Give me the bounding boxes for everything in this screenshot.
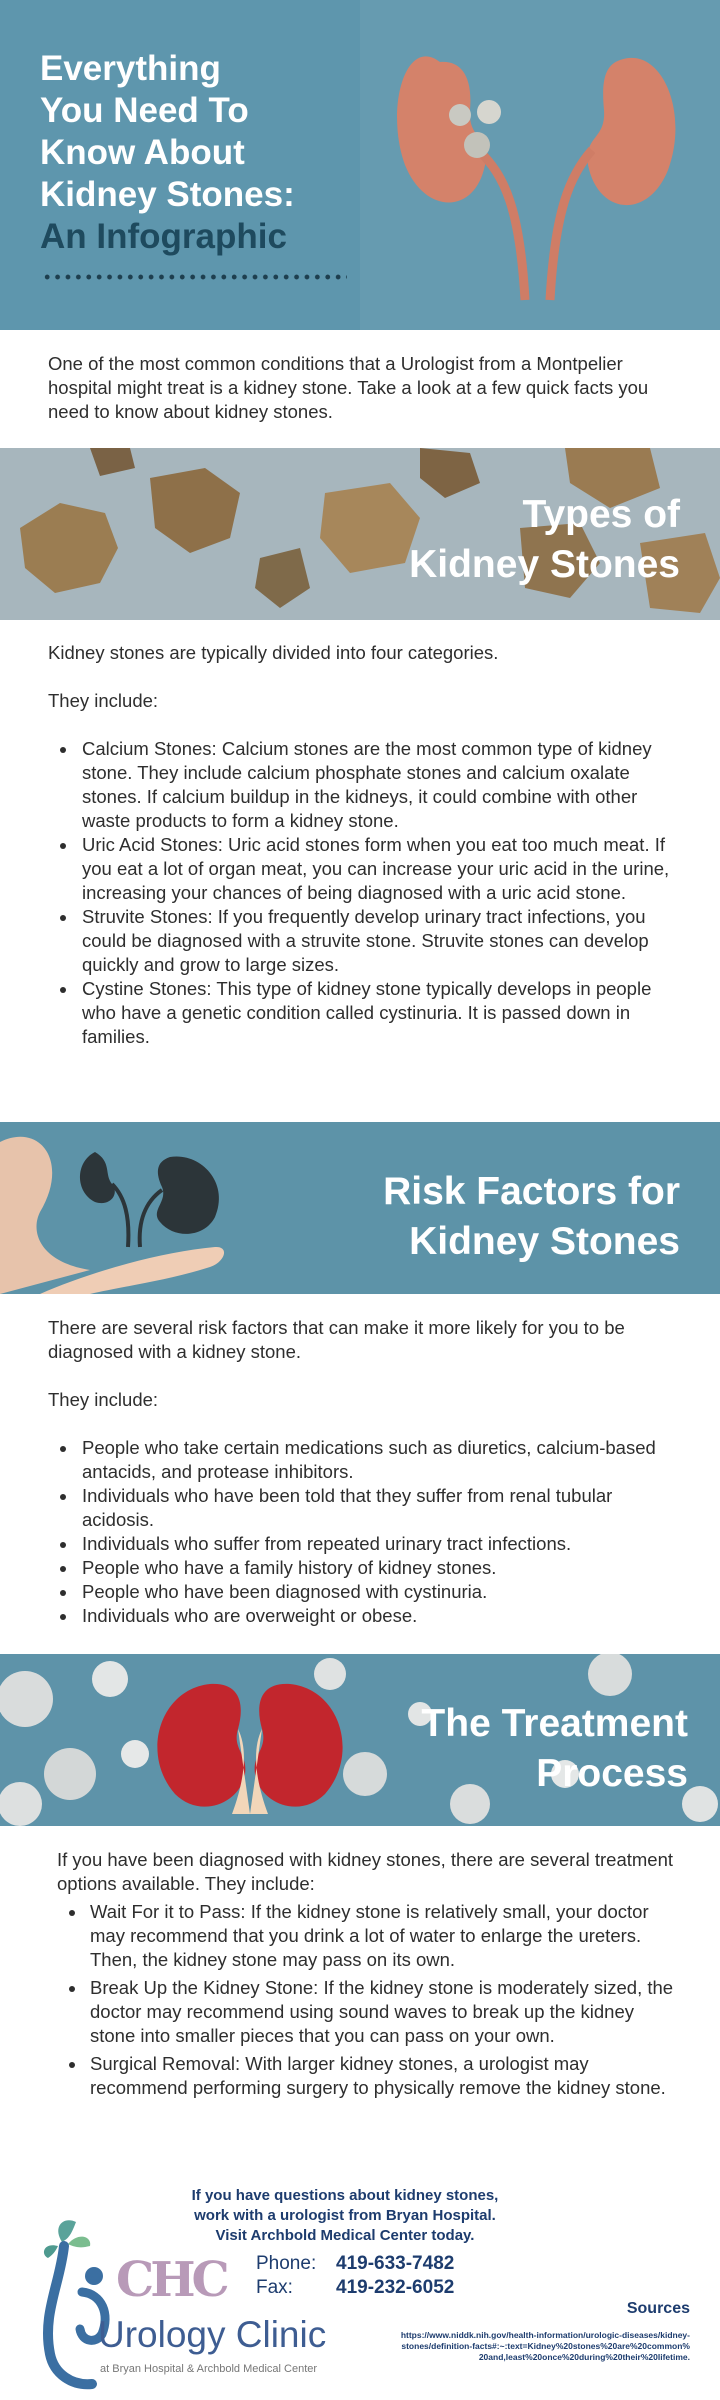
phone-label: Phone: <box>256 2253 317 2274</box>
types-section <box>48 641 678 1049</box>
hero-title-line: Everything <box>40 49 221 88</box>
list-item: Individuals who are overweight or obese. <box>48 1604 678 1628</box>
dotted-divider <box>42 274 347 280</box>
intro-paragraph: One of the most common conditions that a Urologist from a Montpelier hospital might treat is a kidney stone. Take a look at a few quick facts you need to know about kidney stones. <box>48 353 649 422</box>
fax-label: Fax: <box>256 2277 293 2298</box>
types-lead: Kidney stones are typically divided into four categories. <box>48 642 499 663</box>
cta-line: work with a urologist from Bryan Hospital. <box>194 2207 496 2224</box>
list-item: Calcium Stones: Calcium stones are the most common type of kidney stone. They include calcium phosphate stones and calcium oxalate stones. If calcium buildup in the kidneys, it could combine with other waste products to form a kidney stone. <box>48 737 678 833</box>
list-item: Uric Acid Stones: Uric acid stones form when you eat too much meat. If you eat a lot of organ meat, you can increase your uric acid in the urine, increasing your chances of being diagnosed with a uric acid stone. <box>48 833 678 905</box>
list-item: Wait For it to Pass: If the kidney stone is relatively small, your doctor may recommend that you drink a lot of water to enlarge the ureters. Then, the kidney stone may pass on its own. <box>57 1900 683 1972</box>
fax-number: 419-232-6052 <box>336 2277 455 2298</box>
risk-heading <box>383 1167 680 1267</box>
risk-section <box>48 1316 678 1628</box>
types-they-include: They include: <box>48 690 159 711</box>
list-item: People who take certain medications such as diuretics, calcium-based antacids, and protease inhibitors. <box>48 1436 678 1484</box>
types-banner <box>0 448 720 620</box>
list-item: Struvite Stones: If you frequently develop urinary tract infections, you could be diagnosed with a struvite stone. Struvite stones can develop quickly and grow to large sizes. <box>48 905 678 977</box>
list-item: People who have a family history of kidney stones. <box>48 1556 678 1580</box>
hero-title-line: Know About <box>40 133 245 172</box>
cta-line: If you have questions about kidney stones, <box>191 2187 499 2204</box>
types-list <box>48 737 678 1049</box>
hero-banner <box>0 0 720 330</box>
treatment-lead: If you have been diagnosed with kidney stones, there are several treatment options available. They include: <box>57 1849 674 1894</box>
treatment-heading-line: The Treatment <box>421 1702 688 1745</box>
clinic-name: Urology Clinic <box>98 2314 327 2355</box>
list-item: Individuals who have been told that they suffer from renal tubular acidosis. <box>48 1484 678 1532</box>
list-item: Break Up the Kidney Stone: If the kidney stone is moderately sized, the doctor may recommend using sound waves to break up the kidney stone into smaller pieces that you can pass on your own. <box>57 1976 683 2048</box>
risk-they-include: They include: <box>48 1389 159 1410</box>
risk-lead: There are several risk factors that can make it more likely for you to be diagnosed with a kidney stone. <box>48 1317 625 1362</box>
logo-letters: CHC <box>116 2252 226 2308</box>
list-item: Surgical Removal: With larger kidney stones, a urologist may recommend performing surgery to physically remove the kidney stone. <box>57 2052 683 2100</box>
contact-info <box>256 2252 454 2300</box>
sources-heading: Sources <box>626 2300 690 2317</box>
sources-link[interactable]: https://www.niddk.nih.gov/health-information/urologic-diseases/kidney-stones/definition-facts#:~:text=Kidney%20stones%20are%20common%20and,least%20once%20during%20their%20lifetime. <box>400 2330 690 2362</box>
risk-heading-line: Kidney Stones <box>409 1220 680 1263</box>
treatment-heading <box>421 1699 688 1799</box>
hero-title <box>40 48 380 258</box>
types-heading-line: Types of <box>522 493 680 536</box>
types-heading-line: Kidney Stones <box>409 543 680 586</box>
list-item: Individuals who suffer from repeated urinary tract infections. <box>48 1532 678 1556</box>
phone-number[interactable]: 419-633-7482 <box>336 2253 455 2274</box>
clinic-subtitle: at Bryan Hospital & Archbold Medical Center <box>100 2363 318 2375</box>
treatment-heading-line: Process <box>536 1752 688 1795</box>
cta-line: Visit Archbold Medical Center today. <box>215 2227 475 2244</box>
hero-title-line: You Need To <box>40 91 249 130</box>
hero-subtitle: An Infographic <box>40 217 287 256</box>
treatment-list <box>57 1900 683 2100</box>
list-item: People who have been diagnosed with cystinuria. <box>48 1580 678 1604</box>
treatment-section <box>57 1848 683 2100</box>
risk-banner <box>0 1122 720 1294</box>
risk-heading-line: Risk Factors for <box>383 1170 680 1213</box>
risk-list <box>48 1436 678 1628</box>
types-heading <box>409 490 680 590</box>
list-item: Cystine Stones: This type of kidney stone typically develops in people who have a genetic condition called cystinuria. It is passed down in families. <box>48 977 678 1049</box>
treatment-banner <box>0 1654 720 1826</box>
hero-title-line: Kidney Stones: <box>40 175 295 214</box>
